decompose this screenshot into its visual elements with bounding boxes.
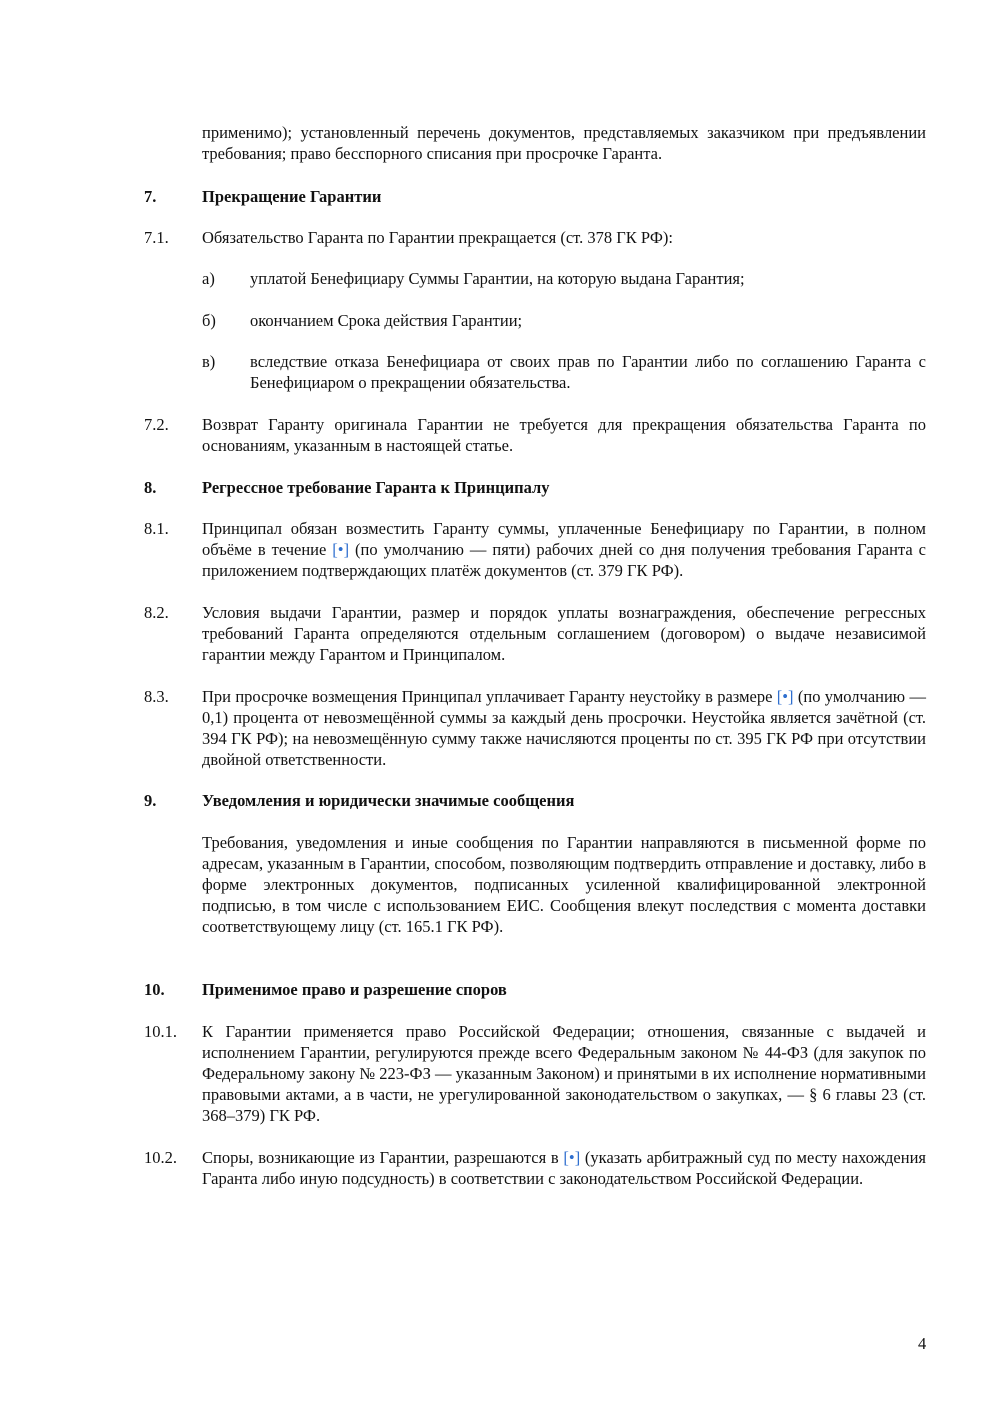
clause-8-3-text-b: (по умолчанию — 0,1) процента от невозмещённой суммы за каждый день просрочки. Неустойка является зачётной (ст. 394 ГК РФ); на невозмещённую сумму также начисляются проценты по ст. 395 ГК РФ при отсутствии двойной ответственности. — [202, 687, 926, 769]
clause-8-1-text-b: (по умолчанию — пяти) рабочих дней со дня получения требования Гаранта с приложением подтверждающих платёж документов (ст. 379 ГК РФ). — [202, 540, 926, 580]
item-c-text: вследствие отказа Бенефициара от своих прав по Гарантии либо по соглашению Гаранта с Бенефициаром о прекращении обязательства. — [250, 352, 926, 392]
item-a-letter: а) — [202, 269, 215, 288]
section-9-title: Уведомления и юридически значимые сообщения — [202, 791, 575, 810]
item-b-letter: б) — [202, 311, 216, 330]
clause-10-2-text-b: (указать арбитражный суд по месту нахождения Гаранта либо иную подсудность) в соответствии с законодательством Российской Федерации. — [202, 1148, 927, 1188]
item-c-letter: в) — [202, 352, 216, 371]
placeholder-mark: [•] — [563, 1148, 581, 1167]
clause-8-3-text-a: При просрочке возмещения Принципал уплачивает Гаранту неустойку в размере — [202, 687, 777, 706]
clause-10-2-number: 10.2. — [144, 1148, 177, 1167]
section-8-number: 8. — [144, 478, 157, 497]
item-b-text: окончанием Срока действия Гарантии; — [250, 311, 523, 330]
section-10-number: 10. — [144, 980, 165, 999]
clause-8-1-text-a: Принципал обязан возместить Гаранту суммы, уплаченные Бенефициару по Гарантии, в полном объёме в течение — [202, 519, 926, 559]
placeholder-mark: [•] — [776, 687, 794, 706]
clause-7-1-text: Обязательство Гаранта по Гарантии прекращается (ст. 378 ГК РФ): — [202, 228, 673, 247]
section-7-title: Прекращение Гарантии — [202, 187, 382, 206]
clause-10-2-text — [202, 1147, 926, 1189]
clause-10-1-number: 10.1. — [144, 1022, 177, 1041]
clause-7-2-text: Возврат Гаранту оригинала Гарантии не требуется для прекращения обязательства Гаранта по основаниям, указанным в настоящей статье. — [202, 415, 926, 455]
clause-10-1-text: К Гарантии применяется право Российской Федерации; отношения, связанные с выдачей и исполнением Гарантии, регулируются прежде всего Федеральным законом № 44-ФЗ (для закупок по Федеральному закону № 223-ФЗ — указанным Законом) и принятыми в их исполнение нормативными правовыми актами, а в части, не урегулированной законодательством о закупках, — § 6 главы 23 (ст. 368–379) ГК РФ. — [202, 1022, 926, 1125]
clause-8-1-text — [202, 518, 926, 581]
clause-8-3-number: 8.3. — [144, 687, 169, 706]
clause-8-2-text: Условия выдачи Гарантии, размер и порядок уплаты вознаграждения, обеспечение регрессных требований Гаранта определяются отдельным соглашением (договором) о выдаче независимой гарантии между Гарантом и Принципалом. — [202, 603, 926, 664]
clause-7-2-number: 7.2. — [144, 415, 169, 434]
clause-7-1-number: 7.1. — [144, 228, 169, 247]
clause-8-3-text — [202, 686, 926, 770]
section-7-number: 7. — [144, 187, 157, 206]
clause-8-2-number: 8.2. — [144, 603, 169, 622]
intro-paragraph: применимо); установленный перечень документов, представляемых заказчиком при предъявлении требования; право бесспорного списания при просрочке Гаранта. — [202, 123, 926, 163]
placeholder-mark: [•] — [332, 540, 350, 559]
clause-8-1-number: 8.1. — [144, 519, 169, 538]
page-number: 4 — [918, 1334, 927, 1353]
section-9-number: 9. — [144, 791, 157, 810]
section-8-title: Регрессное требование Гаранта к Принципалу — [202, 478, 550, 497]
clause-10-2-text-a: Споры, возникающие из Гарантии, разрешаются в — [202, 1148, 564, 1167]
item-a-text: уплатой Бенефициару Суммы Гарантии, на которую выдана Гарантия; — [250, 269, 745, 288]
section-9-text: Требования, уведомления и иные сообщения по Гарантии направляются в письменной форме по адресам, указанным в Гарантии, способом, позволяющим подтвердить отправление и доставку, либо в форме электронных документов, подписанных усиленной квалифицированной электронной подписью, в том числе с использованием ЕИС. Сообщения влекут последствия с момента доставки соответствующему лицу (ст. 165.1 ГК РФ). — [202, 833, 926, 936]
section-10-title: Применимое право и разрешение споров — [202, 980, 507, 999]
